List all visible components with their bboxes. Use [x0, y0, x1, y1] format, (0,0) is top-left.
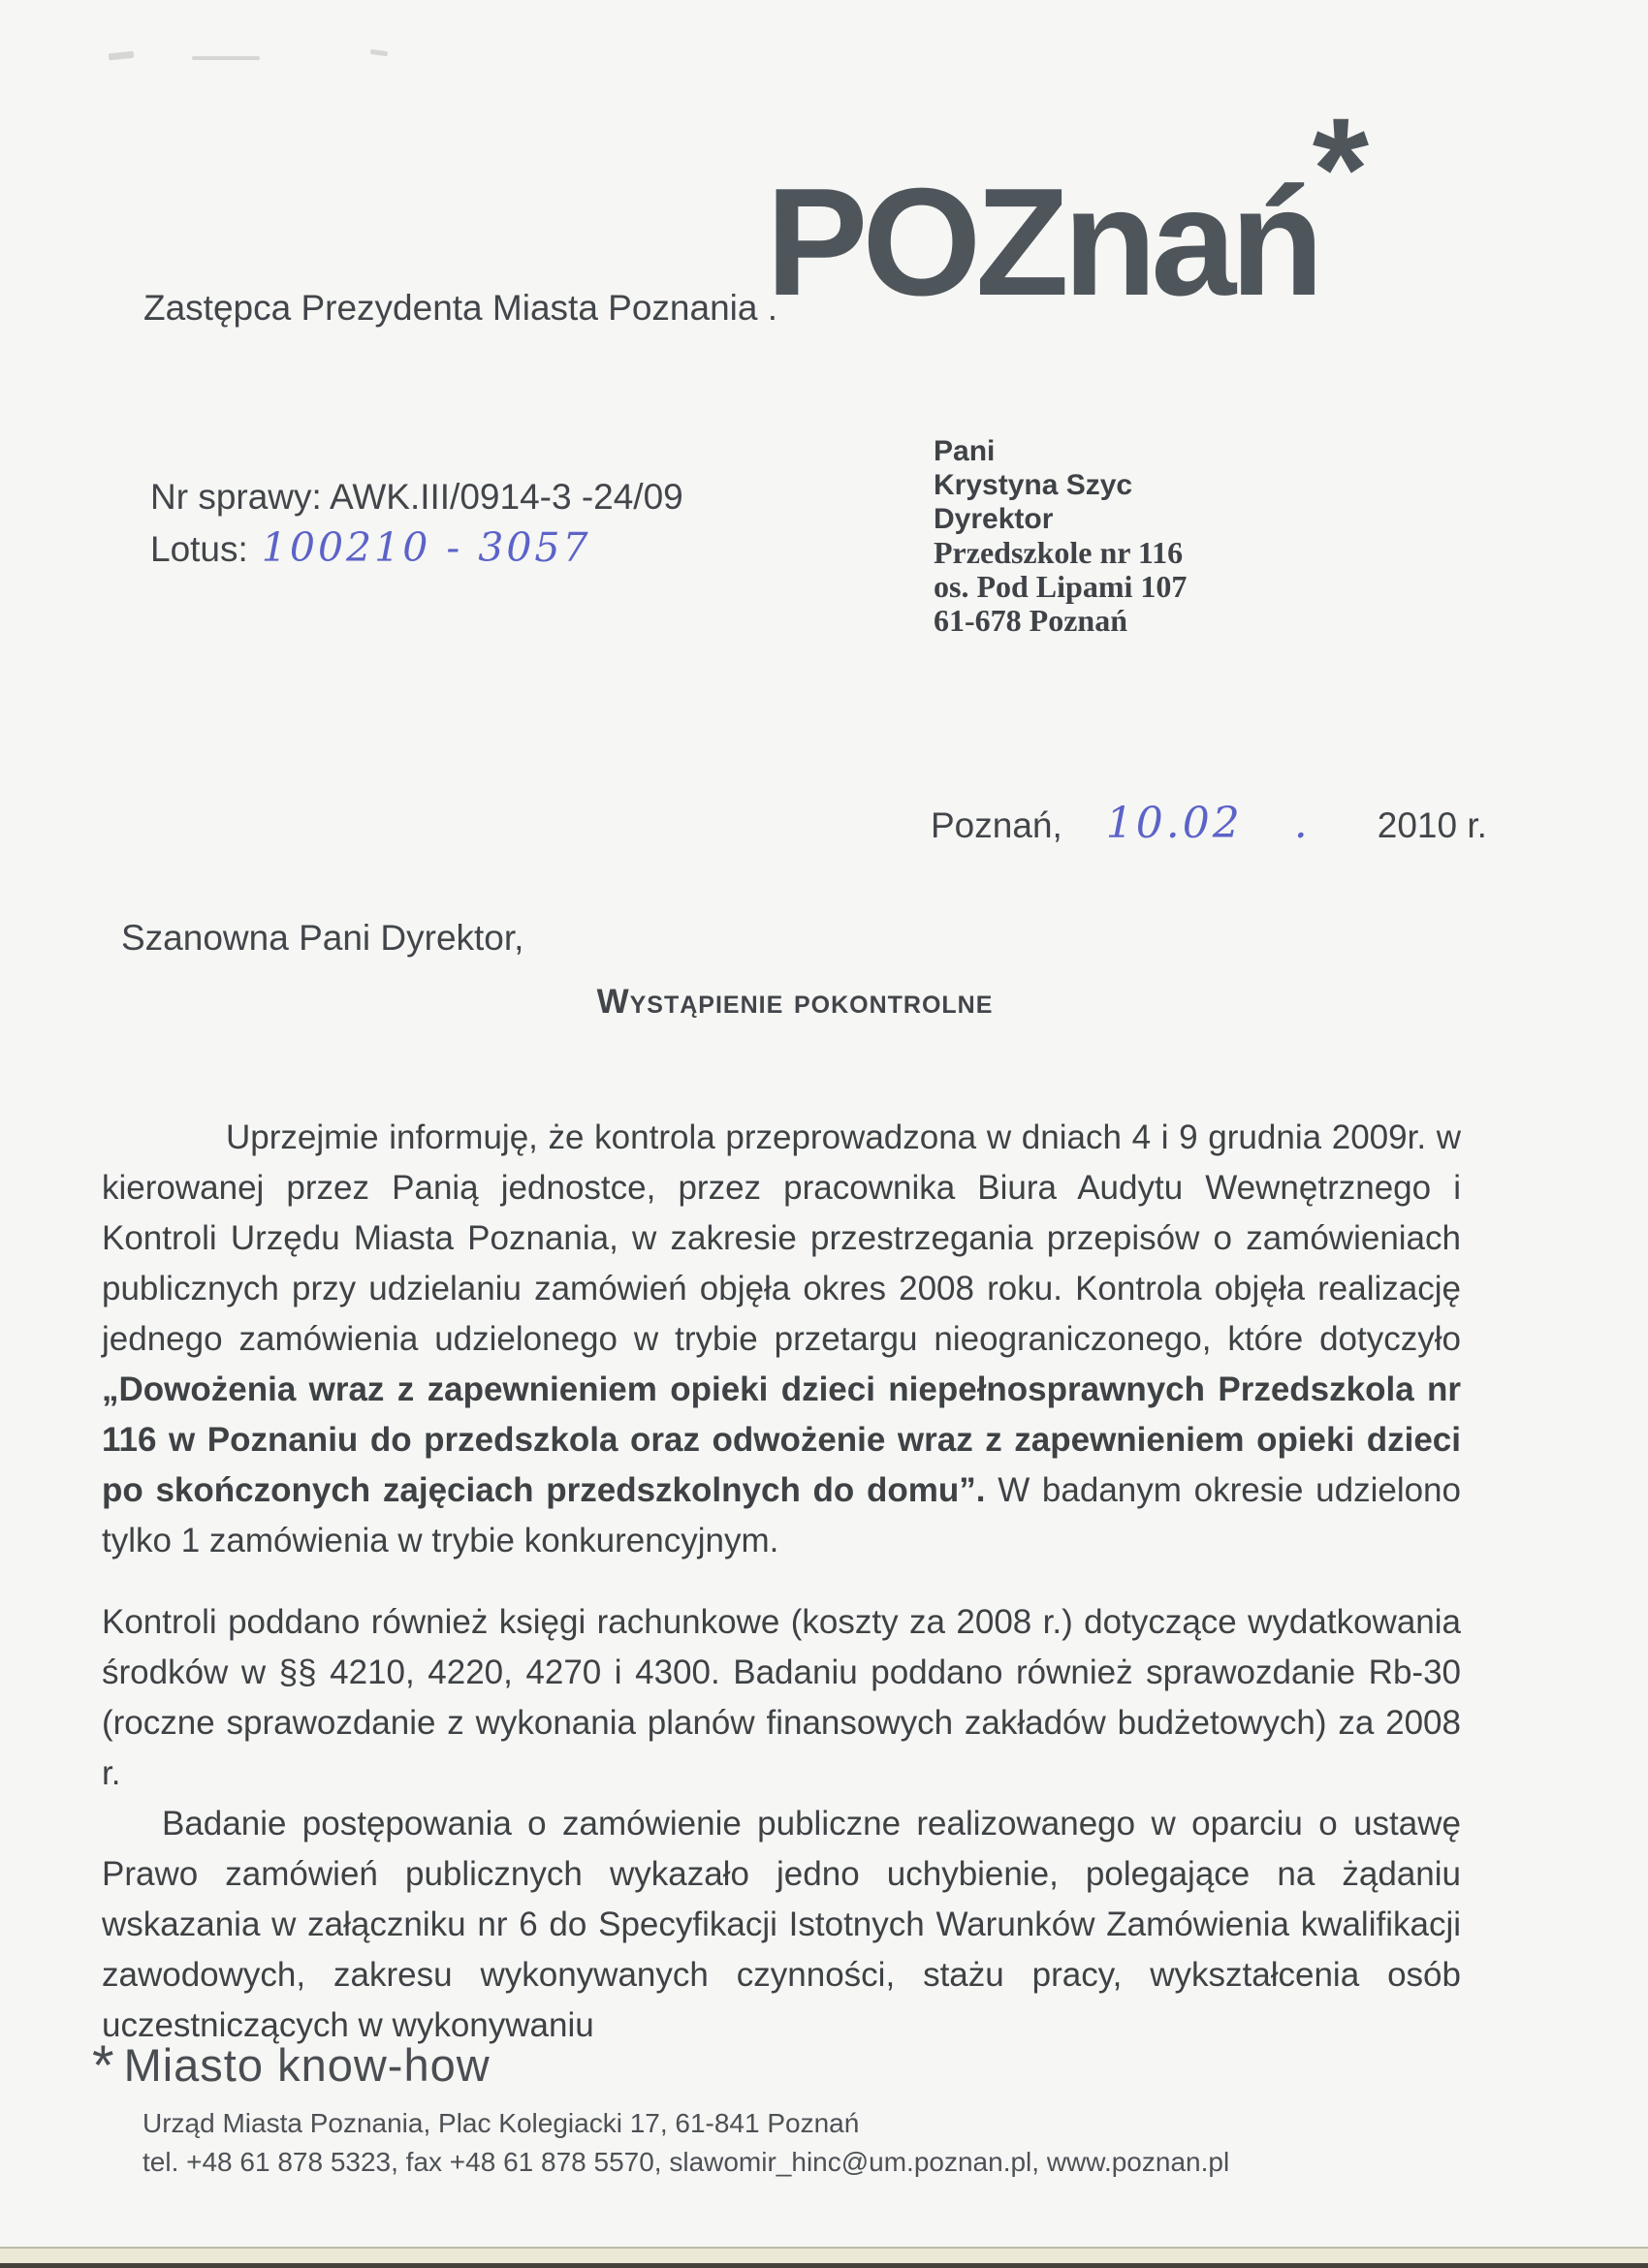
- handwritten-date: 10.02: [1105, 799, 1243, 848]
- sender-title: Zastępca Prezydenta Miasta Poznania .: [143, 288, 778, 328]
- scan-smudge: [192, 56, 260, 60]
- poznan-logo-wordmark: POZnań: [766, 157, 1318, 328]
- footer-brand-row: [92, 2033, 1229, 2098]
- paragraph-3: Badanie postępowania o zamówienie publiczne realizowanego w oparciu o ustawę Prawo zamówień publicznych wykazało jedno uchybienie, polegające na żądaniu wskazania w załączniku nr 6 do Specyfikacji Istotnych Warunków Zamówienia kwalifikacji zawodowych, zakresu wykonywanych czynności, stażu pracy, wykształcenia osób uczestniczących w wykonywaniu: [102, 1805, 1461, 2044]
- recipient-street: os. Pod Lipami 107: [934, 569, 1188, 604]
- footer-contact: tel. +48 61 878 5323, fax +48 61 878 5570, slawomir_hinc@um.poznan.pl, www.poznan.pl: [143, 2147, 1230, 2177]
- footer-address: Urząd Miasta Poznania, Plac Kolegiacki 17, 61-841 Poznań: [143, 2108, 860, 2138]
- case-reference-block: [150, 472, 683, 575]
- recipient-salutation: Pani: [934, 435, 996, 467]
- recipient-role: Dyrektor: [934, 503, 1054, 535]
- letter-body: [102, 1113, 1461, 2051]
- paragraph-1-closing: W badanym okresie udzielono tylko 1 zamówienia w trybie konkurencyjnym.: [102, 1471, 1461, 1559]
- scan-smudge: [109, 51, 135, 61]
- dateline-city: Poznań,: [931, 805, 1062, 845]
- asterisk-icon: *: [1312, 87, 1370, 250]
- paragraph-2: Kontroli poddano również księgi rachunkowe (koszty za 2008 r.) dotyczące wydatkowania środków w §§ 4210, 4220, 4270 i 4300. Badaniu poddano również sprawozdanie Rb-30 (roczne sprawozdanie z wykonania planów finansowych zakładów budżetowych) za 2008 r.: [102, 1603, 1461, 1792]
- case-number-line: Nr sprawy: AWK.III/0914-3 -24/09: [150, 477, 683, 517]
- recipient-institution: Przedszkole nr 116: [934, 535, 1184, 570]
- footer-block: [92, 2033, 1229, 2178]
- recipient-address-block: [934, 434, 1187, 638]
- lotus-label: Lotus:: [150, 529, 248, 569]
- document-title: Wystąpienie pokontrolne: [596, 983, 994, 1021]
- paragraph-1-contract-title: „Dowożenia wraz z zapewnieniem opieki dzieci niepełnosprawnych Przedszkola nr 116 w Poznaniu do przedszkola oraz odwożenie wraz z zapewnieniem opieki dzieci po skończonych zajęciach przedszkolnych do domu”.: [102, 1370, 1461, 1509]
- recipient-name: Krystyna Szyc: [934, 469, 1133, 501]
- recipient-city: 61-678 Poznań: [934, 603, 1127, 638]
- dateline: [931, 799, 1487, 848]
- paragraph-1-intro: Uprzejmie informuję, że kontrola przeprowadzona w dniach 4 i 9 grudnia 2009r. w kierowanej przez Panią jednostce, przez pracownika Biura Audytu Wewnętrznego i Kontroli Urzędu Miasta Poznania, w zakresie przestrzegania przepisów o zamówieniach publicznych przy udzielaniu zamówień objęła okres 2008 roku. Kontrola objęła realizację jednego zamówienia udzielonego w trybie przetargu nieograniczonego, które dotyczyło: [102, 1118, 1461, 1358]
- handwritten-period: .: [1293, 799, 1311, 848]
- lotus-line: [150, 522, 683, 575]
- lotus-handwritten-number: 100210 - 3057: [261, 524, 591, 571]
- poznan-logo: [766, 85, 1370, 328]
- salutation: Szanowna Pani Dyrektor,: [121, 918, 524, 958]
- paragraph-1: [102, 1113, 1461, 1566]
- asterisk-icon: *: [92, 2034, 114, 2097]
- dateline-year: 2010 r.: [1377, 805, 1487, 845]
- scan-bottom-edge: [0, 2247, 1648, 2268]
- footer-brand: Miasto know-how: [123, 2039, 491, 2091]
- scan-smudge: [370, 49, 389, 56]
